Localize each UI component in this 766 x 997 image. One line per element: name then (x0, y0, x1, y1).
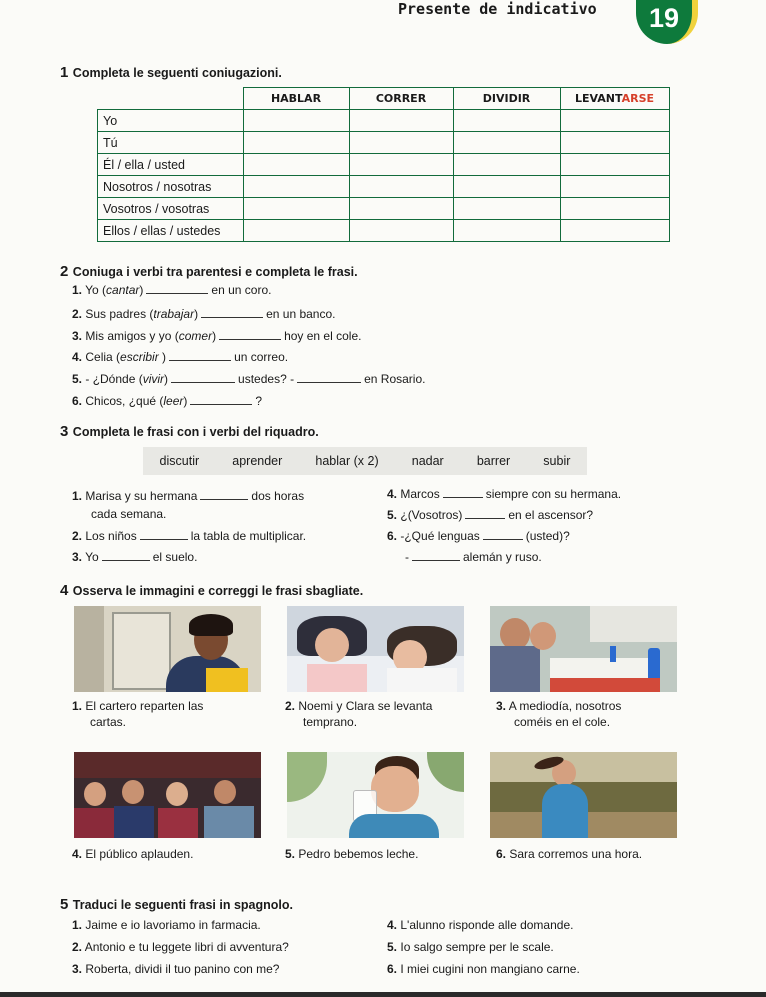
answer-blank[interactable] (412, 550, 460, 561)
sentence-item (72, 394, 262, 408)
row-label: Vosotros / vosotras (98, 198, 244, 220)
photo-postman (74, 606, 261, 692)
exercise-instruction: Completa le frasi con i verbi del riquadro. (72, 425, 319, 439)
exercise-instruction: Coniuga i verbi tra parentesi e completa le frasi. (72, 265, 358, 279)
word-option: hablar (x 2) (315, 454, 379, 468)
answer-cell[interactable] (560, 110, 669, 132)
unit-badge: 19 (636, 0, 698, 44)
item-number: 4. (387, 487, 398, 501)
answer-cell[interactable] (243, 220, 349, 242)
answer-blank[interactable] (140, 529, 188, 540)
column-header: CORRER (349, 88, 453, 110)
exercise-number: 4 (60, 582, 69, 599)
sentence-text: en el ascensor? (508, 508, 594, 522)
sentence-item (387, 487, 621, 501)
sentence-text: Marisa y su hermana (85, 489, 198, 503)
caption-text: El público aplauden. (85, 847, 194, 861)
photo-audience (74, 752, 261, 838)
caption-text: Pedro bebemos leche. (298, 847, 419, 861)
answer-cell[interactable] (453, 198, 560, 220)
word-option: aprender (232, 454, 283, 468)
sentence-text: ) (212, 329, 217, 343)
answer-cell[interactable] (243, 110, 349, 132)
verb-hint: escribir (120, 350, 159, 364)
item-number: 6. (496, 847, 507, 861)
answer-cell[interactable] (560, 154, 669, 176)
item-number: 3. (72, 329, 83, 343)
answer-cell[interactable] (349, 176, 453, 198)
sentence-item (387, 508, 593, 522)
page-title: Presente de indicativo (398, 0, 597, 18)
answer-blank[interactable] (201, 307, 263, 318)
exercise-3-header (60, 423, 319, 441)
verb-hint: leer (163, 394, 184, 408)
exercise-instruction: Completa le seguenti coniugazioni. (72, 66, 282, 80)
answer-cell[interactable] (243, 132, 349, 154)
translation-item (72, 918, 261, 932)
sentence-text: Roberta, dividi il tuo panino con me? (85, 962, 280, 976)
photo-girls-bed (287, 606, 464, 692)
answer-blank[interactable] (146, 283, 208, 294)
translation-item (72, 962, 279, 976)
sentence-text: el suelo. (152, 550, 198, 564)
answer-cell[interactable] (560, 176, 669, 198)
sentence-text: alemán y ruso. (463, 550, 542, 564)
item-number: 1. (72, 699, 83, 713)
caption-text: El cartero reparten las (85, 699, 204, 713)
column-header (560, 88, 669, 110)
sentence-text: un correo. (234, 350, 289, 364)
sentence-item (72, 307, 336, 321)
verb-hint: cantar (106, 283, 140, 297)
sentence-item (72, 329, 361, 343)
conjugation-table (97, 87, 670, 242)
row-label: Él / ella / usted (98, 154, 244, 176)
sentence-text: dos horas (251, 489, 305, 503)
sentence-item (72, 529, 306, 543)
sentence-item (72, 487, 304, 523)
sentence-text: la tabla de multiplicar. (190, 529, 307, 543)
answer-blank[interactable] (200, 489, 248, 500)
translation-item (387, 962, 580, 976)
exercise-2-header (60, 263, 358, 281)
translation-item (72, 940, 289, 954)
sentence-item (72, 550, 197, 564)
sentence-text: ) (164, 372, 169, 386)
translation-item (387, 940, 554, 954)
item-number: 5. (387, 940, 398, 954)
image-caption (285, 846, 418, 862)
image-caption (72, 698, 203, 730)
item-number: 4. (72, 350, 83, 364)
bottom-edge (0, 992, 766, 997)
sentence-text: I miei cugini non mangiano carne. (400, 962, 580, 976)
word-option: discutir (159, 454, 200, 468)
item-number: 2. (285, 699, 296, 713)
answer-cell[interactable] (349, 198, 453, 220)
image-caption (285, 698, 432, 730)
sentence-text: Los niños (85, 529, 137, 543)
answer-cell[interactable] (349, 132, 453, 154)
sentence-text: Marcos (400, 487, 440, 501)
word-option: barrer (476, 454, 511, 468)
exercise-4-header (60, 582, 363, 600)
sentence-text: L'alunno risponde alle domande. (400, 918, 574, 932)
sentence-text: ) (139, 283, 144, 297)
answer-blank[interactable] (102, 550, 150, 561)
exercise-5-header (60, 896, 293, 914)
translation-item (387, 918, 573, 932)
sentence-text: Celia ( (85, 350, 121, 364)
sentence-text: en Rosario. (364, 372, 426, 386)
column-header: DIVIDIR (453, 88, 560, 110)
image-caption (496, 846, 642, 862)
word-option: nadar (411, 454, 444, 468)
row-label: Yo (98, 110, 244, 132)
answer-blank[interactable] (190, 394, 252, 405)
sentence-text: Yo ( (85, 283, 107, 297)
sentence-text: Io salgo sempre per le scale. (400, 940, 554, 954)
sentence-text: Chicos, ¿qué ( (85, 394, 164, 408)
caption-text: cartas. (90, 715, 127, 729)
answer-cell[interactable] (243, 176, 349, 198)
sentence-text: ) (183, 394, 188, 408)
answer-blank[interactable] (219, 329, 281, 340)
sentence-text: Jaime e io lavoriamo in farmacia. (85, 918, 261, 932)
item-number: 2. (72, 307, 83, 321)
row-label: Nosotros / nosotras (98, 176, 244, 198)
sentence-text: hoy en el cole. (284, 329, 362, 343)
answer-cell[interactable] (349, 154, 453, 176)
item-number: 3. (72, 550, 83, 564)
item-number: 5. (387, 508, 398, 522)
sentence-item (72, 283, 271, 297)
item-number: 1. (72, 283, 83, 297)
answer-blank[interactable] (169, 350, 231, 361)
sentence-text: Mis amigos y yo ( (85, 329, 179, 343)
image-caption (72, 846, 193, 862)
answer-blank[interactable] (171, 372, 235, 383)
caption-text: Noemi y Clara se levanta (298, 699, 433, 713)
answer-cell[interactable] (453, 132, 560, 154)
item-number: 2. (72, 529, 83, 543)
sentence-text: Antonio e tu leggete libri di avventura? (84, 940, 289, 954)
word-option: subir (543, 454, 571, 468)
sentence-text: ) (158, 350, 167, 364)
sentence-text: en un banco. (266, 307, 336, 321)
item-number: 4. (387, 918, 398, 932)
verb-hint: comer (178, 329, 213, 343)
answer-cell[interactable] (560, 198, 669, 220)
photo-kids-eating (490, 606, 677, 692)
item-number: 6. (72, 394, 83, 408)
item-number: 4. (72, 847, 83, 861)
sentence-text: - (405, 550, 409, 564)
answer-blank[interactable] (465, 508, 505, 519)
verb-hint: trabajar (153, 307, 195, 321)
column-header-ending: ARSE (621, 92, 655, 105)
answer-blank[interactable] (297, 372, 361, 383)
sentence-item (387, 529, 570, 543)
answer-cell[interactable] (560, 220, 669, 242)
sentence-text: siempre con su hermana. (485, 487, 622, 501)
sentence-text: ¿(Vosotros) (400, 508, 463, 522)
sentence-item (405, 550, 542, 564)
sentence-text: cada semana. (91, 507, 167, 521)
sentence-text: Sus padres ( (85, 307, 154, 321)
image-caption (496, 698, 621, 730)
answer-cell[interactable] (453, 110, 560, 132)
word-box (143, 447, 587, 475)
sentence-item (72, 350, 288, 364)
caption-text: coméis en el cole. (514, 715, 611, 729)
answer-cell[interactable] (560, 132, 669, 154)
item-number: 3. (496, 699, 507, 713)
caption-text: temprano. (303, 715, 358, 729)
item-number: 6. (387, 529, 398, 543)
answer-cell[interactable] (243, 154, 349, 176)
exercise-instruction: Traduci le seguenti frasi in spagnolo. (72, 898, 293, 912)
sentence-text: Yo (85, 550, 99, 564)
exercise-number: 2 (60, 263, 69, 280)
verb-hint: vivir (142, 372, 165, 386)
sentence-text: ustedes? - (238, 372, 295, 386)
photo-woman-running (490, 752, 677, 838)
sentence-text: - ¿Dónde ( (85, 372, 143, 386)
sentence-text: ? (255, 394, 263, 408)
column-header-stem: LEVANT (574, 92, 622, 105)
answer-cell[interactable] (349, 220, 453, 242)
sentence-text: (usted)? (525, 529, 570, 543)
item-number: 2. (72, 940, 83, 954)
photo-boy-drinking (287, 752, 464, 838)
sentence-item (72, 372, 425, 386)
caption-text: Sara corremos una hora. (509, 847, 643, 861)
exercise-1-header (60, 64, 282, 82)
answer-cell[interactable] (453, 176, 560, 198)
exercise-number: 5 (60, 896, 69, 913)
row-label: Tú (98, 132, 244, 154)
answer-cell[interactable] (453, 220, 560, 242)
caption-text: A mediodía, nosotros (508, 699, 622, 713)
answer-blank[interactable] (443, 487, 483, 498)
item-number: 1. (72, 918, 83, 932)
sentence-text: ) (194, 307, 199, 321)
answer-cell[interactable] (243, 198, 349, 220)
item-number: 5. (72, 372, 83, 386)
item-number: 1. (72, 489, 83, 503)
item-number: 5. (285, 847, 296, 861)
exercise-instruction: Osserva le immagini e correggi le frasi sbagliate. (72, 584, 364, 598)
exercise-number: 3 (60, 423, 69, 440)
answer-blank[interactable] (483, 529, 523, 540)
exercise-number: 1 (60, 64, 69, 81)
row-label: Ellos / ellas / ustedes (98, 220, 244, 242)
item-number: 6. (387, 962, 398, 976)
sentence-text: en un coro. (211, 283, 272, 297)
answer-cell[interactable] (453, 154, 560, 176)
item-number: 3. (72, 962, 83, 976)
column-header: HABLAR (243, 88, 349, 110)
answer-cell[interactable] (349, 110, 453, 132)
sentence-text: -¿Qué lenguas (400, 529, 480, 543)
